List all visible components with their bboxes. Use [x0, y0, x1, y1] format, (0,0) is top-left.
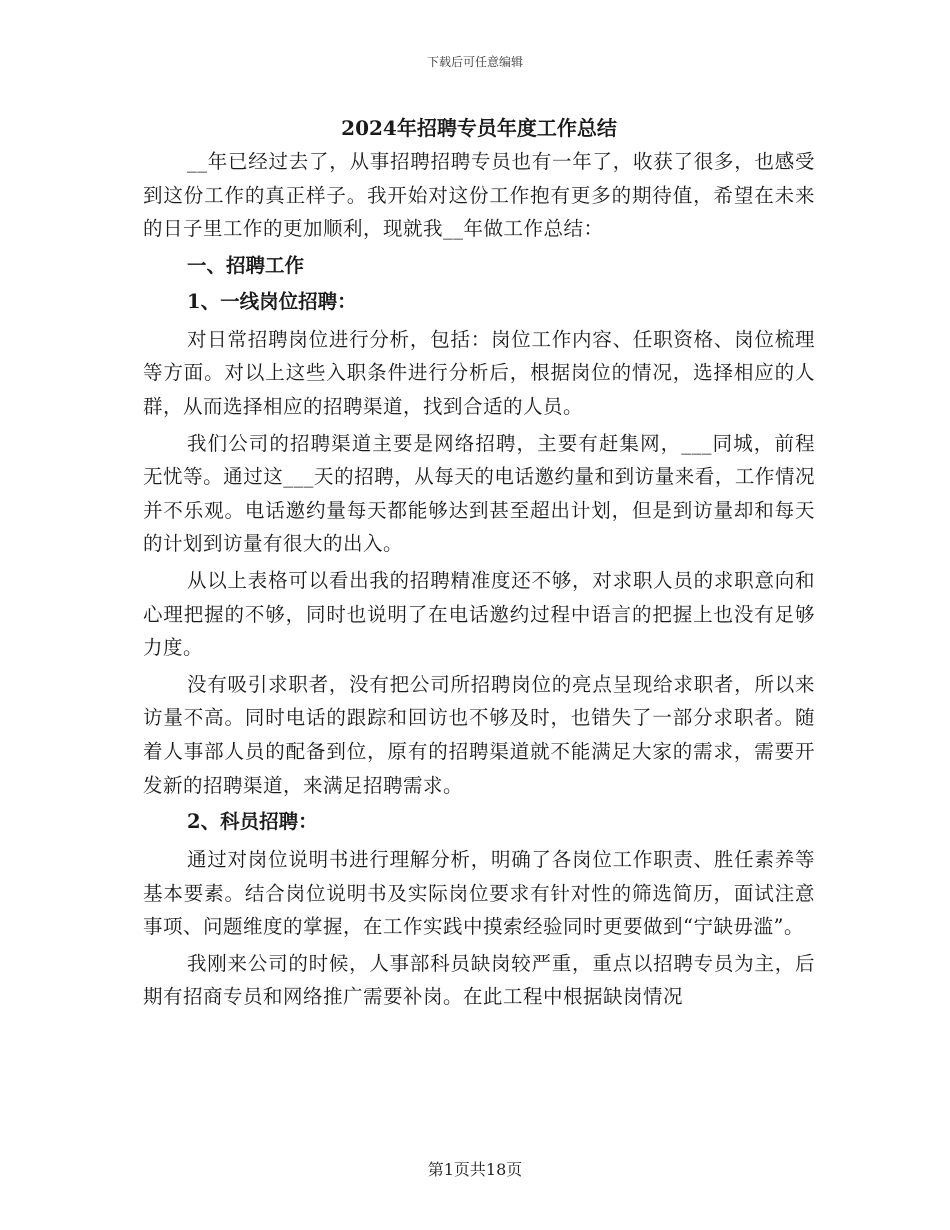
- section-heading-recruitment: 一、招聘工作: [187, 253, 305, 277]
- document-title: 2024年招聘专员年度工作总结: [341, 116, 617, 140]
- paragraph-attraction-issues: 没有吸引求职者，没有把公司所招聘岗位的亮点呈现给求职者，所以来访量不高。同时电话的跟踪和回访也不够及时，也错失了一部分求职者。随着人事部人员的配备到位，原有的招聘渠道就不能满足大家的需求，需要开发新的招聘渠道，来满足招聘需求。: [143, 672, 815, 797]
- paragraph-position-analysis: 对日常招聘岗位进行分析，包括：岗位工作内容、任职资格、岗位梳理等方面。对以上这些入职条件进行分析后，根据岗位的情况，选择相应的人群，从而选择相应的招聘渠道，找到合适的人员。: [143, 327, 815, 418]
- paragraph-staff-shortage: 我刚来公司的时候，人事部科员缺岗较严重，重点以招聘专员为主，后期有招商专员和网络推广需要补岗。在此工程中根据缺岗情况: [143, 951, 815, 1009]
- header-note: 下载后可任意编辑: [426, 55, 523, 69]
- intro-paragraph: __年已经过去了，从事招聘招聘专员也有一年了，收获了很多，也感受到这份工作的真正样子。我开始对这份工作抱有更多的期待值，希望在未来的日子里工作的更加顺利，现就我__年做工作总结：: [143, 150, 815, 241]
- subheading-frontline-recruitment: 1、一线岗位招聘：: [187, 289, 357, 313]
- paragraph-accuracy-analysis: 从以上表格可以看出我的招聘精准度还不够，对求职人员的求职意向和心理把握的不够，同时也说明了在电话邀约过程中语言的把握上也没有足够力度。: [143, 568, 815, 660]
- paragraph-recruitment-channels: 我们公司的招聘渠道主要是网络招聘，主要有赶集网，___同城，前程无忧等。通过这___天的招聘，从每天的电话邀约量和到访量来看，工作情况并不乐观。电话邀约量每天都能够达到甚至超出计划，但是到访量却和每天的计划到访量有很大的出入。: [143, 431, 815, 556]
- paragraph-job-description: 通过对岗位说明书进行理解分析，明确了各岗位工作职责、胜任素养等基本要素。结合岗位说明书及实际岗位要求有针对性的筛选简历，面试注意事项、问题维度的掌握，在工作实践中摸索经验同时更要做到“宁缺毋滥”。: [143, 848, 815, 939]
- document-body: [143, 112, 815, 1014]
- subheading-staff-recruitment: 2、科员招聘：: [187, 810, 318, 834]
- page-indicator: 第1页共18页: [427, 1160, 523, 1179]
